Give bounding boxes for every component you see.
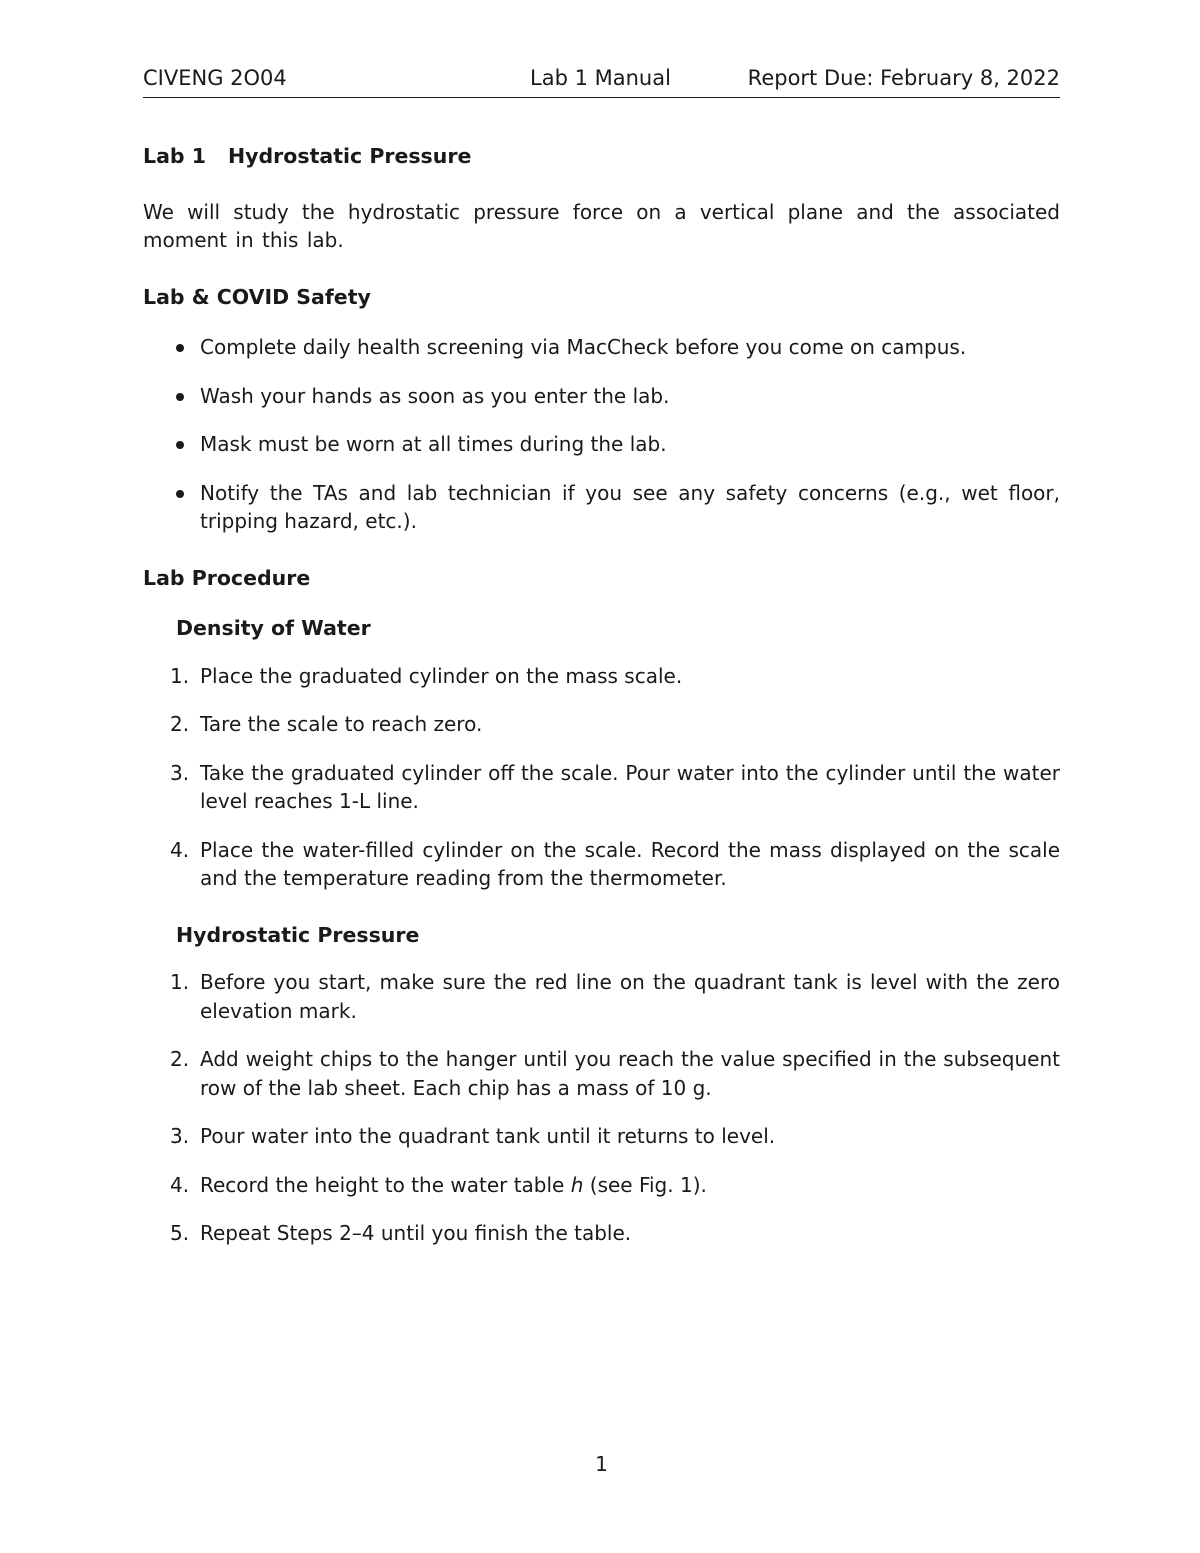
- list-item: [143, 1219, 1060, 1248]
- hydrostatic-heading: Hydrostatic Pressure: [176, 922, 420, 947]
- main-content: [143, 142, 1060, 1248]
- list-item: [143, 662, 1060, 691]
- list-item: [143, 710, 1060, 739]
- step-number: 4.: [170, 1172, 190, 1197]
- bullet-icon: [176, 393, 184, 401]
- step-number: 5.: [170, 1221, 190, 1245]
- procedure-heading: Lab Procedure: [143, 565, 311, 590]
- safety-heading: Lab & COVID Safety: [143, 284, 371, 309]
- list-item-text: Notify the TAs and lab technician if you see any safety concerns (e.g., wet floor, tripping hazard, etc.).: [200, 480, 1060, 533]
- step-number: 3.: [170, 1124, 190, 1148]
- list-item: [143, 1045, 1060, 1102]
- lab-number: Lab 1: [143, 144, 206, 168]
- step-text: Take the graduated cylinder off the scale. Pour water into the cylinder until the water level reaches 1-L line.: [200, 760, 1060, 813]
- step-text: Place the graduated cylinder on the mass scale.: [200, 663, 683, 688]
- step-number: 2.: [170, 712, 190, 736]
- running-header: [143, 66, 1060, 96]
- lab-title-text: Hydrostatic Pressure: [227, 144, 472, 168]
- step-text: Tare the scale to reach zero.: [200, 712, 483, 736]
- step-number: 1.: [170, 970, 190, 994]
- step-text: Pour water into the quadrant tank until it returns to level.: [200, 1124, 776, 1148]
- step-number: 4.: [170, 837, 190, 862]
- step-number: 2.: [170, 1047, 190, 1071]
- density-heading: Density of Water: [176, 616, 371, 640]
- course-code: CIVENG 2O04: [143, 66, 287, 90]
- list-item: [143, 968, 1060, 1025]
- safety-list: [143, 333, 1060, 536]
- step-text-post: (see Fig. 1).: [583, 1172, 707, 1197]
- intro-paragraph: We will study the hydrostatic pressure force on a vertical plane and the associated moment in this lab.: [143, 199, 1060, 252]
- step-text: Place the water-filled cylinder on the scale. Record the mass displayed on the scale and the temperature reading from the thermometer.: [200, 837, 1060, 890]
- manual-title: Lab 1 Manual: [530, 66, 671, 90]
- hydrostatic-steps: [143, 968, 1060, 1248]
- step-text: Before you start, make sure the red line on the quadrant tank is level with the zero elevation mark.: [200, 970, 1060, 1023]
- list-item-text: Complete daily health screening via MacCheck before you come on campus.: [200, 335, 967, 359]
- bullet-icon: [176, 441, 184, 449]
- list-item: [143, 382, 1060, 411]
- document-page: [143, 0, 1060, 1553]
- list-item: [143, 1122, 1060, 1151]
- step-text: [200, 1173, 707, 1197]
- step-text: Add weight chips to the hanger until you reach the value specified in the subsequent row of the lab sheet. Each chip has a mass of 10 g.: [200, 1047, 1060, 1100]
- bullet-icon: [176, 344, 184, 352]
- list-item: [143, 333, 1060, 362]
- lab-title: [143, 142, 1060, 171]
- page-number: 1: [595, 1452, 608, 1476]
- list-item: [143, 1171, 1060, 1200]
- bullet-icon: [176, 490, 184, 498]
- step-text-pre: Record the height to the water table: [200, 1172, 571, 1197]
- list-item-text: Mask must be worn at all times during the lab.: [200, 432, 667, 456]
- header-rule: [143, 97, 1060, 98]
- list-item-text: Wash your hands as soon as you enter the lab.: [200, 383, 670, 408]
- step-number: 3.: [170, 760, 190, 785]
- report-due-date: Report Due: February 8, 2022: [747, 66, 1060, 90]
- step-number: 1.: [170, 663, 190, 688]
- list-item: [143, 430, 1060, 459]
- variable-h: h: [570, 1172, 584, 1197]
- density-steps: [143, 662, 1060, 893]
- list-item: [143, 759, 1060, 816]
- list-item: [143, 479, 1060, 536]
- step-text: Repeat Steps 2–4 until you finish the table.: [200, 1221, 632, 1245]
- list-item: [143, 836, 1060, 893]
